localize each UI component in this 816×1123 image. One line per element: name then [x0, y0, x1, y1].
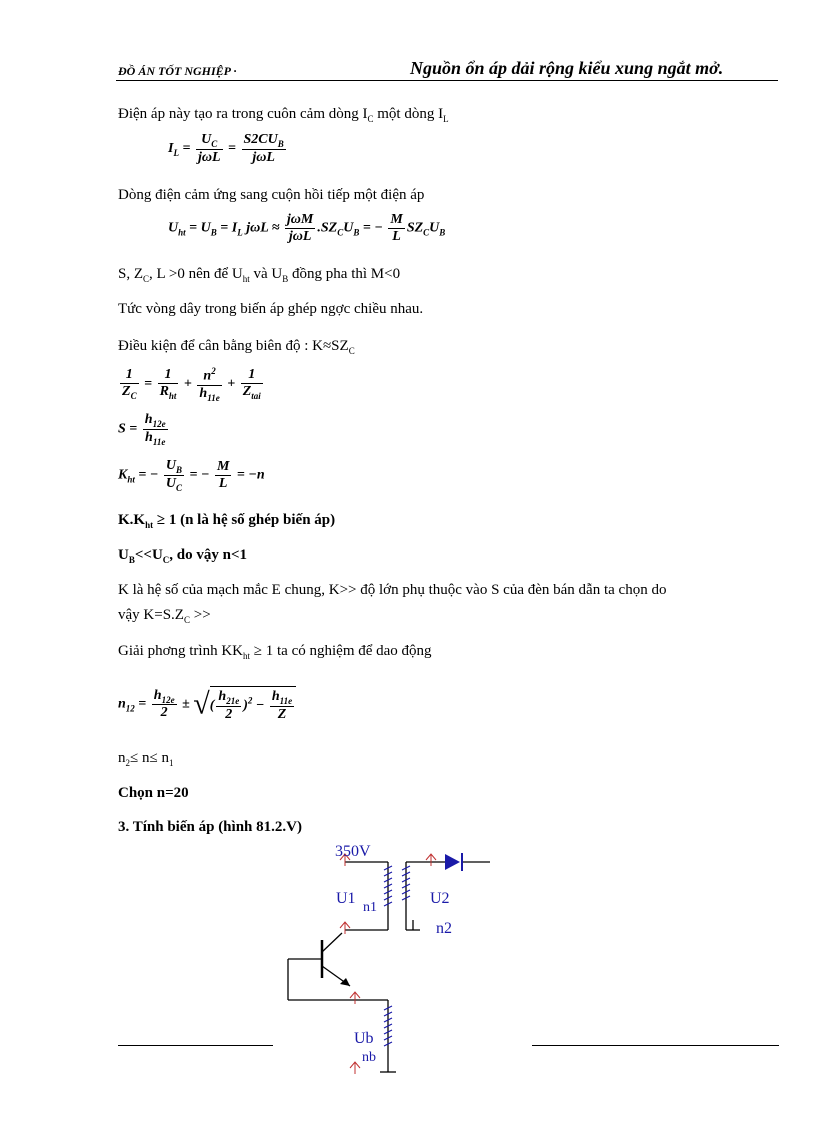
paragraph-5: Điều kiện để cân bằng biên độ : $K\approx SZ_C$: [118, 338, 355, 356]
footer-rule-right: [532, 1045, 779, 1046]
label-nb: nb: [362, 1050, 376, 1065]
label-n2: n2: [436, 920, 452, 937]
footer-rule-left: [118, 1045, 273, 1046]
condition-2: $U_B<<U_C$, do vậy n<1: [118, 547, 248, 565]
equation-n12: $n_{12}$ = $\frac{h_{12e}}{2}$ ± √( $\frac{h_{21e}}{2}$ )$^2$ − $\frac{h_{11e}}{Z}$: [118, 686, 296, 723]
range: $n_2\le n\le n_1$: [118, 750, 174, 768]
header-rule: [116, 80, 778, 81]
choose-n: Chọn n=20: [118, 785, 189, 801]
circuit-diagram: [280, 840, 500, 1080]
label-u2: U2: [430, 890, 450, 907]
condition-1: $K.K_{ht} \ge 1$ (n là hệ số ghép biến áp): [118, 512, 336, 530]
terminal-u1: [340, 922, 350, 934]
paragraph-6a: K là hệ số của mạch mắc E chung, K>> độ lớn phụ thuộc vào S của đèn bán dẫn ta chọn do: [118, 582, 667, 598]
header-left: ĐỒ ÁN TỐT NGHIỆP ·: [118, 64, 237, 78]
transistor-collector: [322, 933, 342, 952]
label-n1: n1: [363, 900, 377, 915]
terminal-ub-bottom: [350, 1062, 360, 1074]
equation-zc: $\frac{1}{Z_C}$ = $\frac{1}{R_{ht}}$ + $\frac{n^2}{h_{11e}}$ + $\frac{1}{Z_{tai}}$: [122, 366, 261, 403]
diode-triangle: [445, 854, 460, 870]
terminal-u2: [426, 854, 436, 866]
equation-s: S = $\frac{h_{12e}}{h_{11e}}$: [118, 412, 166, 447]
label-ub: Ub: [354, 1030, 374, 1047]
equation-kht: $K_{ht}$ = − $\frac{U_B}{U_C}$ = − $\frac{M}{L}$ = −n: [118, 458, 265, 493]
equation-uht: $U_{ht} = U_B = I_L$ jωL ≈ $\frac{\text{jωM}}{\text{jωL}}$ $.SZ_CU_B$ = − $\frac{M}{L}$ $SZ_CU_B$: [168, 212, 446, 244]
label-u1: U1: [336, 890, 356, 907]
paragraph-2: Dòng điện cảm ứng sang cuộn hồi tiếp một điện áp: [118, 187, 425, 203]
paragraph-1: Điện áp này tạo ra trong cuôn cảm dòng $I_C$ một dòng $I_L$: [118, 106, 449, 124]
paragraph-4: Tức vòng dây trong biến áp ghép ngợc chiều nhau.: [118, 301, 424, 317]
paragraph-3: S, $Z_C$, L >0 nên để $U_{ht}$ và $U_B$ đồng pha thì M<0: [118, 266, 401, 284]
header-right: Nguồn ổn áp dải rộng kiểu xung ngắt mở.: [410, 58, 724, 78]
equation-il: $I_L$ = $\frac{U_C}{\text{jωL}}$ = $\frac{S2CU_B}{\text{jωL}}$: [168, 132, 284, 165]
paragraph-7: Giải phơng trình $KK_{ht} \ge 1$ ta có nghiệm để dao động: [118, 643, 432, 661]
paragraph-6b: vậy $K=S.Z_C$ >>: [118, 607, 211, 625]
label-350v: 350V: [335, 843, 371, 860]
terminal-ub-top: [350, 992, 360, 1004]
section-heading: 3. Tính biến áp (hình 81.2.V): [118, 819, 302, 835]
